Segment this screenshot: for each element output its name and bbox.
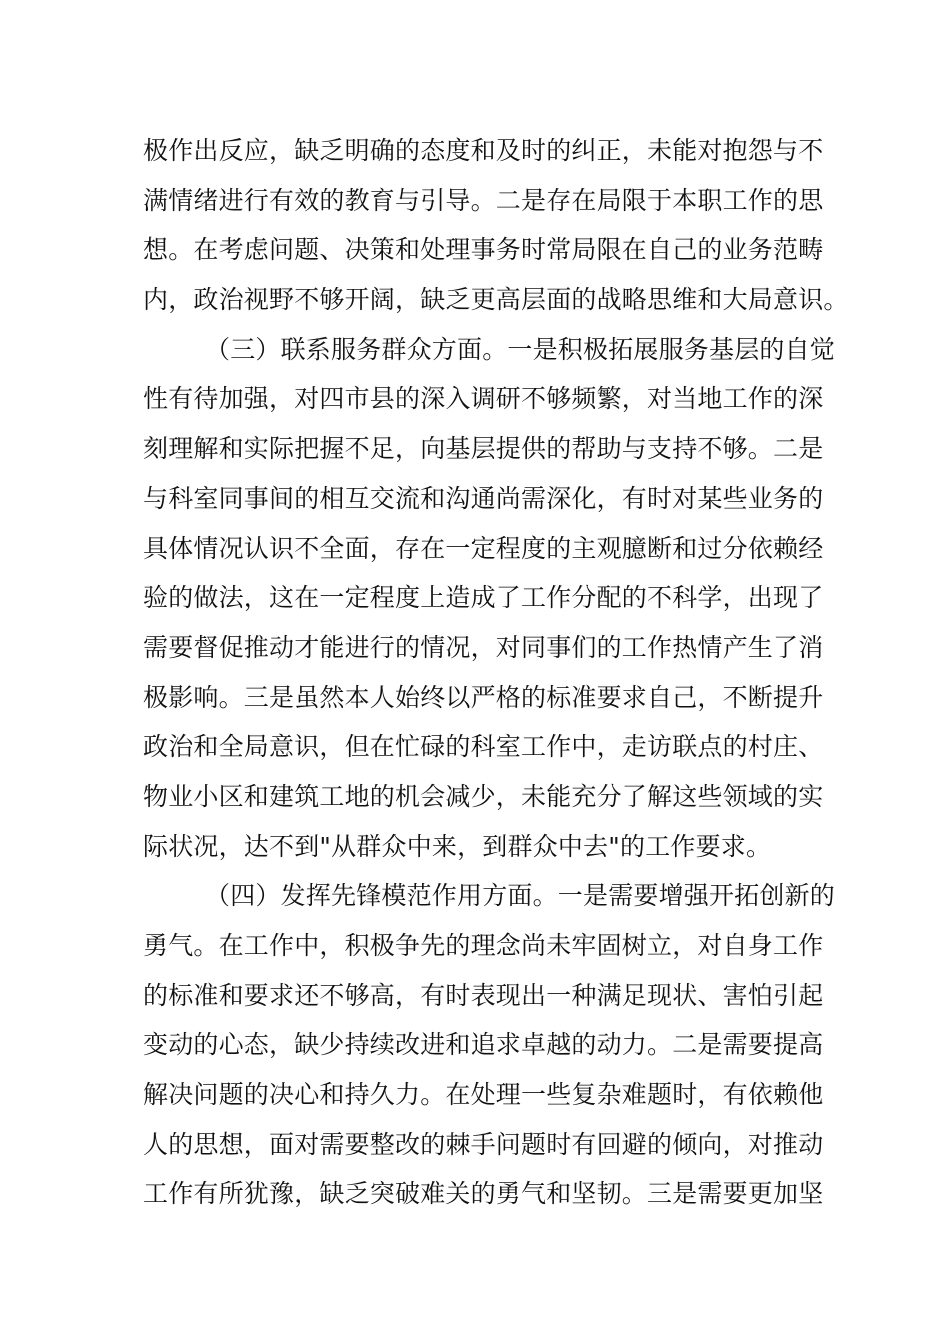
text-line: 满情绪进行有效的教育与引导。二是存在局限于本职工作的思 [143, 185, 824, 215]
text-line: 性有待加强，对四市县的深入调研不够频繁，对当地工作的深 [143, 384, 824, 414]
text-line: 需要督促推动才能进行的情况，对同事们的工作热情产生了消 [143, 632, 824, 662]
text-line: 解决问题的决心和持久力。在处理一些复杂难题时，有依赖他 [143, 1080, 824, 1110]
text-line: 内，政治视野不够开阔，缺乏更高层面的战略思维和大局意识。 [143, 285, 849, 315]
section-heading-line: （三）联系服务群众方面。一是积极拓展服务基层的自觉 [205, 334, 836, 364]
text-line: 际状况，达不到"从群众中来，到群众中去"的工作要求。 [143, 831, 772, 861]
text-line: 的标准和要求还不够高，有时表现出一种满足现状、害怕引起 [143, 980, 824, 1010]
section-heading-line: （四）发挥先锋模范作用方面。一是需要增强开拓创新的 [205, 881, 836, 911]
text-line: 人的思想，面对需要整改的棘手问题时有回避的倾向，对推动 [143, 1129, 824, 1159]
text-line: 刻理解和实际把握不足，向基层提供的帮助与支持不够。二是 [143, 434, 824, 464]
text-line: 与科室同事间的相互交流和沟通尚需深化，有时对某些业务的 [143, 483, 824, 513]
text-line: 变动的心态，缺少持续改进和追求卓越的动力。二是需要提高 [143, 1030, 824, 1060]
text-line: 验的做法，这在一定程度上造成了工作分配的不科学，出现了 [143, 583, 824, 613]
text-line: 想。在考虑问题、决策和处理事务时常局限在自己的业务范畴 [143, 235, 824, 265]
text-line: 具体情况认识不全面，存在一定程度的主观臆断和过分依赖经 [143, 533, 824, 563]
text-line: 工作有所犹豫，缺乏突破难关的勇气和坚韧。三是需要更加坚 [143, 1179, 824, 1209]
text-line: 政治和全局意识，但在忙碌的科室工作中，走访联点的村庄、 [143, 732, 824, 762]
text-line: 物业小区和建筑工地的机会减少，未能充分了解这些领域的实 [143, 781, 824, 811]
text-line: 极影响。三是虽然本人始终以严格的标准要求自己，不断提升 [143, 682, 824, 712]
text-line: 极作出反应，缺乏明确的态度和及时的纠正，未能对抱怨与不 [143, 136, 824, 165]
body-text [143, 126, 849, 1219]
text-line: 勇气。在工作中，积极争先的理念尚未牢固树立，对自身工作 [143, 931, 824, 960]
